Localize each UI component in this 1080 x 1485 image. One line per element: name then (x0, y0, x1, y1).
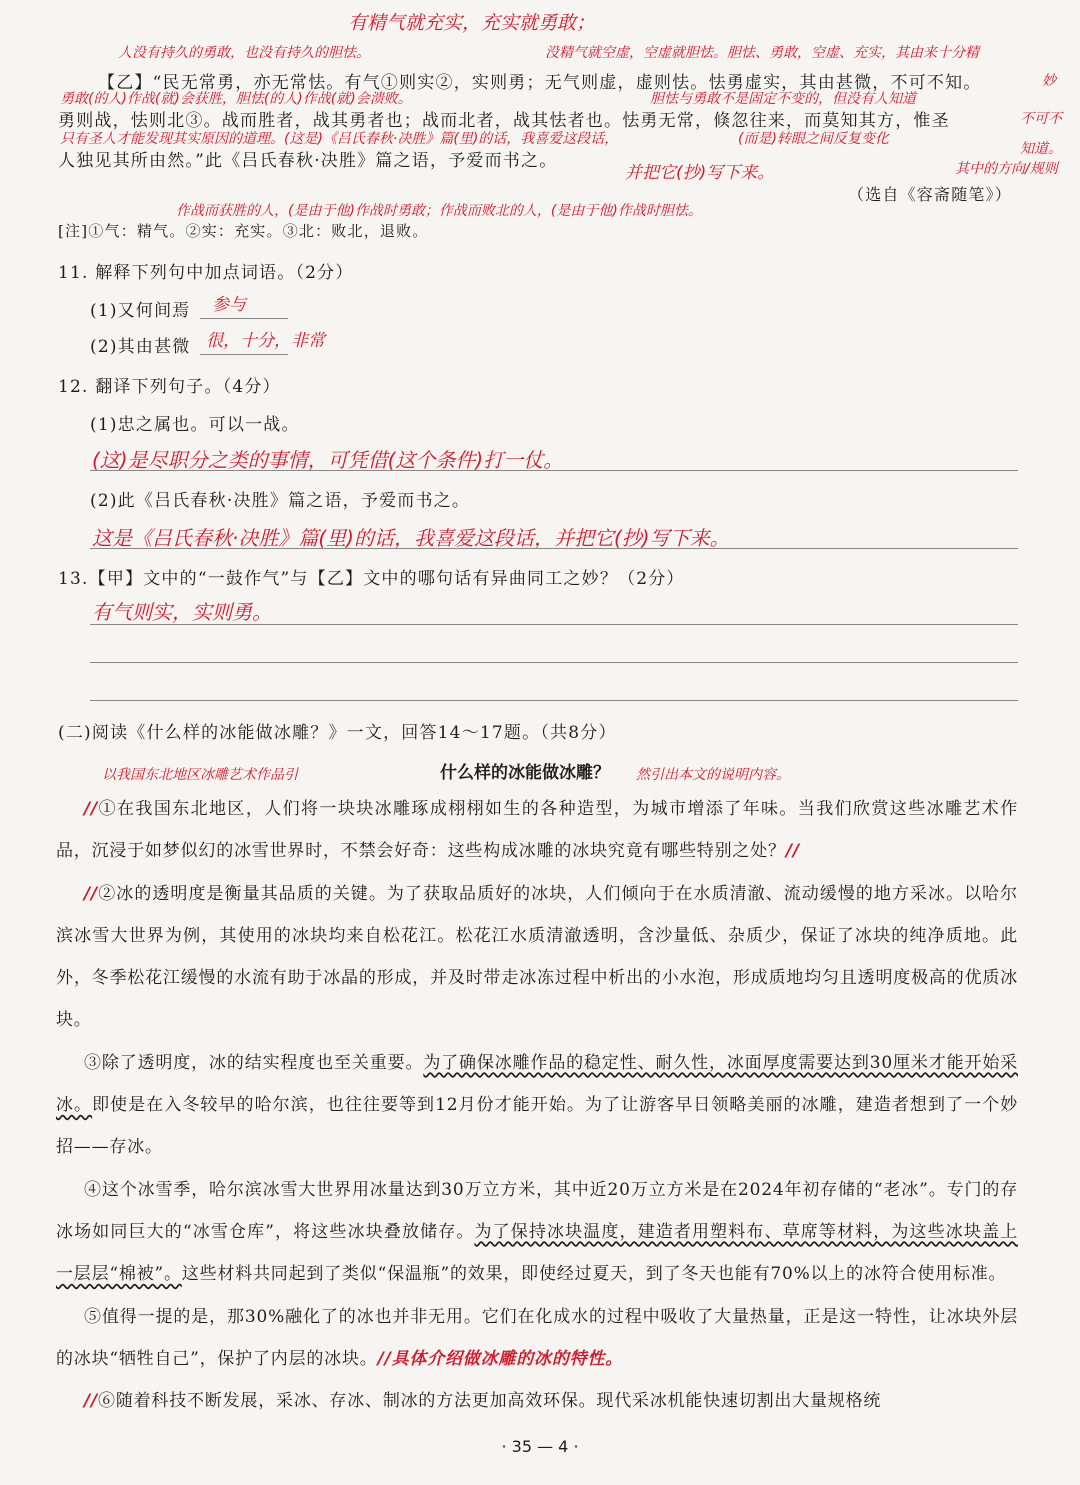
q12-answer-2: 这是《吕氏春秋·决胜》篇(里)的话，我喜爱这段话，并把它(抄)写下来。 (92, 526, 730, 550)
handwritten-note-3: 没精气就空虚，空虚就胆怯。胆怯、勇敢，空虚、充实，其由来十分精 (545, 45, 979, 61)
q11-item-2: (2)其由甚微 (90, 337, 191, 357)
yi-footnote: [注]①气：精气。②实：充实。③北：败北，退败。 (58, 222, 429, 240)
q13-stem: 13.【甲】文中的“一鼓作气”与【乙】文中的哪句话有异曲同工之妙？（2分） (58, 569, 685, 589)
handwritten-note-5b: 不可不 (1020, 111, 1062, 127)
paragraph-6: //⑥随着科技不断发展，采冰、存冰、制冰的方法更加高效环保。现代采冰机能快速切割出大量规格统 (84, 1391, 882, 1412)
paragraph-5: ⑤值得一提的是，那30%融化了的冰也并非无用。它们在化成水的过程中吸收了大量热量，正是这一特性，让冰块外层的冰块“牺牲自己”，保护了内层的冰块。//具体介绍做冰雕的冰的特性。 (56, 1306, 1018, 1369)
paragraph-2: //②冰的透明度是衡量其品质的关键。为了获取品质好的冰块，人们倾向于在水质清澈、流动缓慢的地方采冰。以哈尔滨冰雪大世界为例，其使用的冰块均来自松花江。松花江水质清澈透明，含沙量低、杂质少，保证了冰块的纯净质地。此外，冬季松花江缓慢的水流有助于冰晶的形成，并及时带走冰冻过程中析出的小水泡，形成质地均匀且透明度极高的优质冰块。 (56, 883, 1018, 1031)
q12-answer-1: (这)是尽职分之类的事情，可凭借(这个条件)打一仗。 (92, 448, 564, 472)
paragraph-3: ③除了透明度，冰的结实程度也至关重要。为了确保冰雕作品的稳定性、耐久性，冰面厚度需要达到30厘米才能开始采冰。即使是在入冬较早的哈尔滨，也往往要等到12月份才能开始。为了让游客早日领略美丽的冰雕，建造者想到了一个妙招——存冰。 (56, 1052, 1018, 1158)
yi-passage-line-3: 人独见其所由然。”此《吕氏春秋·决胜》篇之语，予爱而书之。 (58, 151, 558, 171)
title-annotation-left: 以我国东北地区冰雕艺术作品引 (102, 767, 298, 783)
article-body (56, 788, 1018, 1422)
article-title: 什么样的冰能做冰雕？ (440, 763, 610, 783)
q13-answer: 有气则实，实则勇。 (92, 600, 272, 624)
handwritten-note-5: 胆怯与勇敢不是固定不变的，但没有人知道 (650, 91, 916, 107)
q12-item-2: (2)此《吕氏春秋·决胜》篇之语，予爱而书之。 (90, 491, 471, 511)
paragraph-1: //①在我国东北地区，人们将一块块冰雕琢成栩栩如生的各种造型，为城市增添了年味。当我们欣赏这些冰雕艺术作品，沉浸于如梦似幻的冰雪世界时，不禁会好奇：这些构成冰雕的冰块究竟有哪些特别之处？// (56, 799, 1018, 862)
title-annotation-right: 然引出本文的说明内容。 (636, 767, 790, 783)
q11-answer-2: 很，十分，非常 (206, 331, 325, 351)
q11-item-1: (1)又何间焉 (90, 301, 191, 321)
q11-answer-1: 参与 (212, 295, 246, 315)
handwritten-note-6: 只有圣人才能发现其实原因的道理。(这是)《吕氏春秋·决胜》篇(里)的话，我喜爱这段话， (60, 131, 619, 147)
q12-item-1: (1)忠之属也。可以一战。 (90, 415, 300, 435)
handwritten-note-7: (而是)转眼之间反复变化 (738, 131, 889, 147)
handwritten-note-9: 其中的方向/规则 (955, 161, 1058, 177)
q12-stem: 12. 翻译下列句子。（4分） (58, 377, 281, 397)
paragraph-4: ④这个冰雪季，哈尔滨冰雪大世界用冰量达到30万立方米，其中近20万立方米是在2024年初存储的“老冰”。专门的存冰场如同巨大的“冰雪仓库”，将这些冰块叠放储存。为了保持冰块温度，建造者用塑料布、草席等材料，为这些冰块盖上一层层“棉被”。这些材料共同起到了类似“保温瓶”的效果，即使经过夏天，到了冬天也能有70%以上的冰符合使用标准。 (56, 1179, 1018, 1285)
yi-source: （选自《容斋随笔》） (848, 185, 1013, 204)
section2-intro: (二)阅读《什么样的冰能做冰雕？》一文，回答14～17题。（共8分） (58, 723, 617, 743)
handwritten-note-8: 并把它(抄)写下来。 (625, 163, 775, 183)
handwritten-note-4: 勇敢(的人)作战(就)会获胜，胆怯(的人)作战(就)会溃败。 (60, 91, 412, 107)
page-number: · 35 — 4 · (501, 1437, 579, 1456)
handwritten-note-3b: 妙 (1042, 73, 1056, 89)
handwritten-note-10: 作战而获胜的人，(是由于他)作战时勇敢；作战而败北的人，(是由于他)作战时胆怯。 (176, 203, 702, 219)
yi-passage-line-1: 【乙】“民无常勇，亦无常怯。有气①则实②，实则勇；无气则虚，虚则怯。怯勇虚实，其由甚微，不可不知。 (98, 73, 982, 93)
q11-stem: 11. 解释下列句中加点词语。（2分） (58, 263, 354, 283)
handwritten-note-2: 人没有持久的勇敢，也没有持久的胆怯。 (118, 45, 370, 61)
handwritten-note-7b: 知道。 (1020, 141, 1062, 157)
handwritten-note-1: 有精气就充实，充实就勇敢； (348, 12, 596, 34)
yi-passage-line-2: 勇则战，怯则北③。战而胜者，战其勇者也；战而北者，战其怯者也。怯勇无常，倏忽往来，而莫知其方，惟圣 (58, 111, 950, 131)
